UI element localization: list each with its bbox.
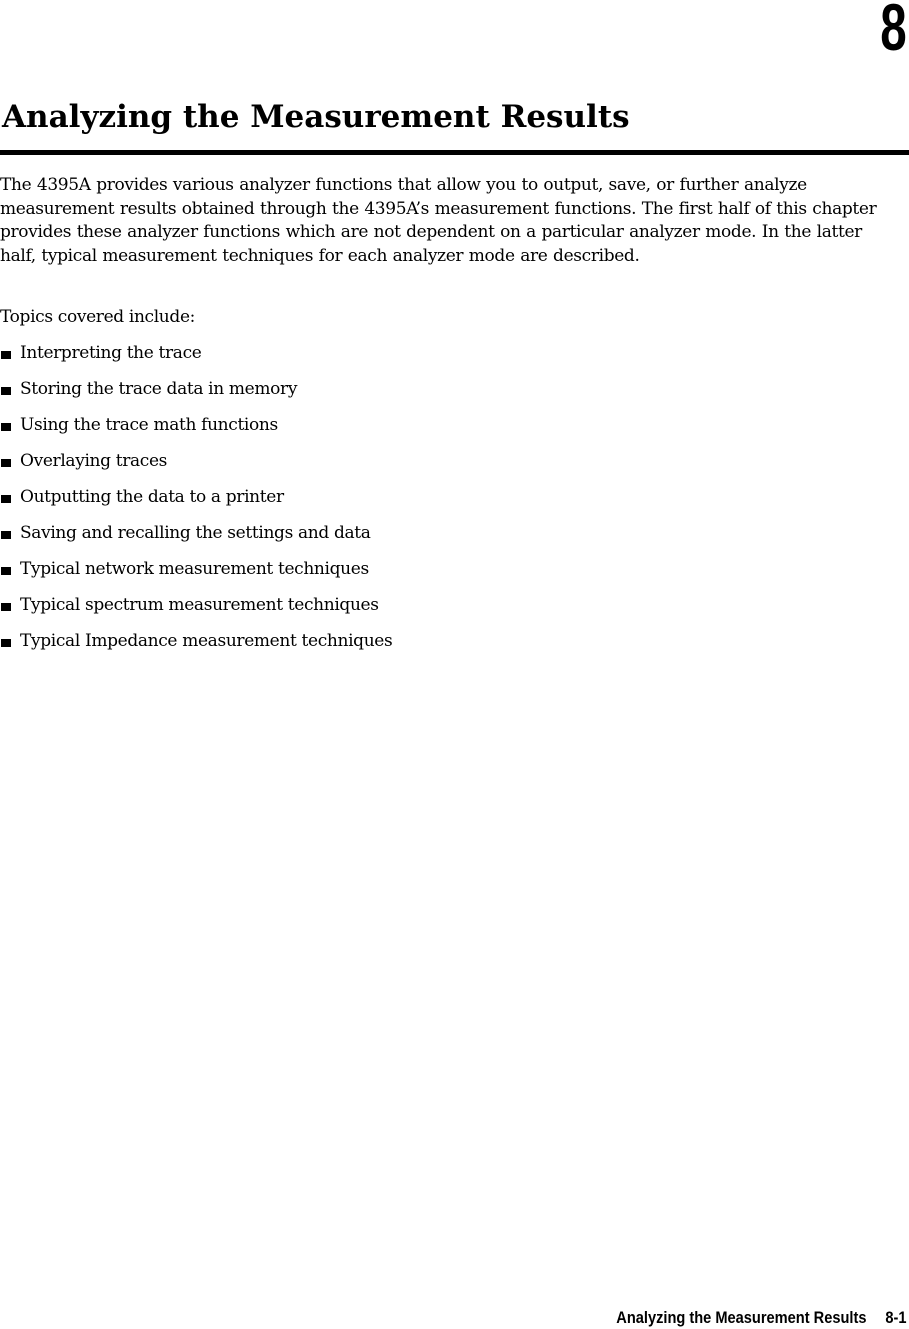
bullet-icon: [1, 639, 11, 647]
list-item-text: Saving and recalling the settings and data: [20, 523, 371, 543]
chapter-number: 8: [880, 0, 907, 64]
list-item-text: Storing the trace data in memory: [20, 379, 298, 399]
footer-running-title: Analyzing the Measurement Results: [616, 1308, 867, 1327]
list-item-text: Overlaying traces: [20, 451, 168, 471]
title-rule: [0, 150, 909, 155]
intro-paragraph: The 4395A provides various analyzer functions that allow you to output, save, or further analyze measurement results obtained through the 4395A’s measurement functions. The first half of this chapter provides these analyzer functions which are not dependent on a particular analyzer mode. In the latter half, typical measurement techniques for each analyzer mode are described.: [0, 175, 877, 266]
topics-list: [0, 341, 392, 665]
list-item: [0, 629, 392, 665]
bullet-icon: [1, 495, 11, 503]
bullet-icon: [1, 351, 11, 359]
bullet-icon: [1, 423, 11, 431]
list-item: [0, 485, 392, 521]
list-item-text: Outputting the data to a printer: [20, 487, 284, 507]
topics-heading: Topics covered include:: [0, 307, 196, 327]
list-item-text: Using the trace math functions: [20, 415, 278, 435]
bullet-icon: [1, 387, 11, 395]
list-item: [0, 557, 392, 593]
list-item-text: Interpreting the trace: [20, 343, 202, 363]
list-item: [0, 449, 392, 485]
bullet-icon: [1, 567, 11, 575]
list-item: [0, 521, 392, 557]
bullet-icon: [1, 459, 11, 467]
list-item: [0, 413, 392, 449]
page-footer: [617, 1307, 907, 1329]
bullet-icon: [1, 603, 11, 611]
list-item-text: Typical spectrum measurement techniques: [20, 595, 379, 615]
list-item-text: Typical Impedance measurement techniques: [20, 631, 393, 651]
list-item-text: Typical network measurement techniques: [20, 559, 369, 579]
chapter-title: Analyzing the Measurement Results: [2, 99, 630, 135]
bullet-icon: [1, 531, 11, 539]
footer-page-number: 8-1: [885, 1308, 907, 1327]
list-item: [0, 377, 392, 413]
list-item: [0, 341, 392, 377]
list-item: [0, 593, 392, 629]
